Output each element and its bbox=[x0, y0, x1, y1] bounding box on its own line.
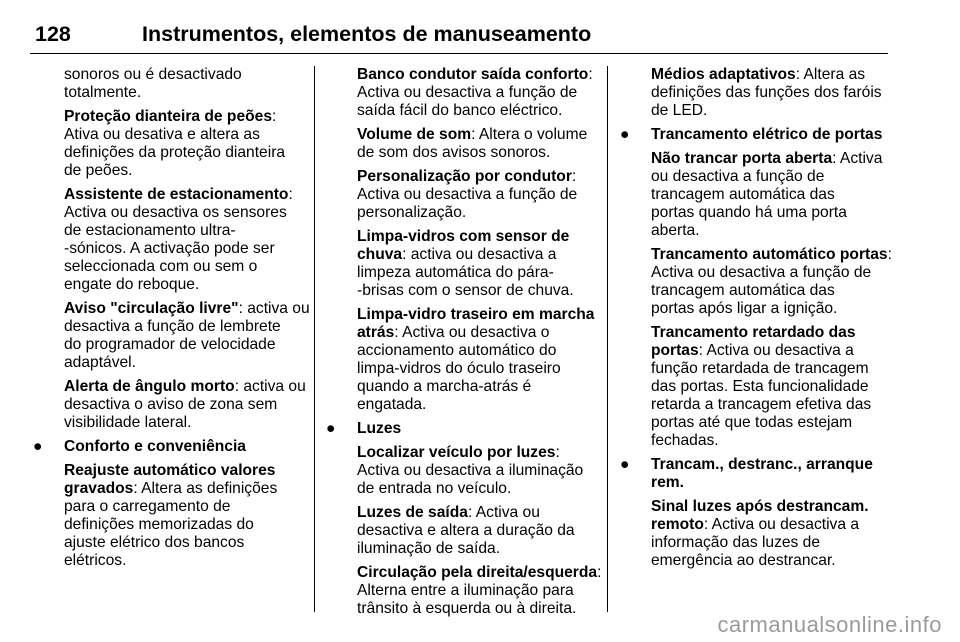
text-line: Ativa ou desativa e altera as bbox=[64, 126, 260, 143]
text-line: Assistente de estacionamento: bbox=[64, 186, 293, 203]
text-line: chuva: activa ou desactiva a bbox=[357, 246, 557, 263]
text-line: Localizar veículo por luzes: bbox=[357, 444, 560, 461]
text-line: Alterna entre a iluminação para bbox=[357, 582, 574, 599]
text-line: Activa ou desactiva os sensores bbox=[64, 204, 287, 221]
bullet-item bbox=[620, 126, 892, 144]
text-line: Sinal luzes após destrancam. bbox=[651, 498, 869, 515]
text-line: de estacionamento ultra- bbox=[64, 222, 236, 239]
text-line: saída fácil do banco eléctrico. bbox=[357, 102, 563, 119]
bullet-dot: ● bbox=[326, 420, 336, 437]
text-line: Trancam., destranc., arranque bbox=[651, 456, 873, 473]
bullet-item bbox=[620, 456, 892, 492]
text-line: Luzes de saída: Activa ou bbox=[357, 504, 540, 521]
column-divider-1 bbox=[314, 66, 315, 612]
text-line: Limpa-vidro traseiro em marcha bbox=[357, 306, 595, 323]
text-line: sonoros ou é desactivado bbox=[64, 66, 242, 83]
text-line: Aviso "circulação livre": activa ou bbox=[64, 300, 310, 317]
text-line: portas: Activa ou desactiva a bbox=[651, 342, 854, 359]
text-line: fechadas. bbox=[651, 432, 719, 449]
text-line: de entrada no veículo. bbox=[357, 480, 512, 497]
text-line: aberta. bbox=[651, 222, 700, 239]
text-line: Volume de som: Altera o volume bbox=[357, 126, 588, 143]
text-line: portas quando há uma porta bbox=[651, 204, 847, 221]
text-column-1 bbox=[33, 66, 310, 576]
text-line: adaptável. bbox=[64, 354, 136, 371]
text-line: Limpa-vidros com sensor de bbox=[357, 228, 570, 245]
text-line: -sónicos. A activação pode ser bbox=[64, 240, 275, 257]
paragraph bbox=[651, 66, 892, 120]
text-line: visibilidade lateral. bbox=[64, 414, 192, 431]
text-line: trancagem automática das bbox=[651, 186, 835, 203]
paragraph bbox=[64, 300, 310, 372]
text-line: Circulação pela direita/esquerda: bbox=[357, 564, 602, 581]
paragraph bbox=[357, 444, 601, 498]
text-line: Luzes bbox=[357, 420, 402, 437]
text-line: atrás: Activa ou desactiva o bbox=[357, 324, 550, 341]
watermark: carmanualsonline.info bbox=[717, 612, 942, 637]
text-line: engatada. bbox=[357, 396, 427, 413]
text-line: personalização. bbox=[357, 204, 467, 221]
text-line: Activa ou desactiva a função de bbox=[357, 186, 578, 203]
text-line: engate do reboque. bbox=[64, 276, 200, 293]
text-line: totalmente. bbox=[64, 84, 142, 101]
paragraph bbox=[64, 186, 310, 294]
paragraph bbox=[651, 324, 892, 450]
text-line: remoto: Activa ou desactiva a bbox=[651, 516, 860, 533]
text-line: de som dos avisos sonoros. bbox=[357, 144, 551, 161]
text-line: Activa ou desactiva a função de bbox=[357, 84, 578, 101]
column-divider-2 bbox=[607, 66, 608, 612]
text-line: iluminação de saída. bbox=[357, 540, 501, 557]
text-line: quando a marcha-atrás é bbox=[357, 378, 532, 395]
text-line: Activa ou desactiva a função de bbox=[651, 264, 872, 281]
text-line: de LED. bbox=[651, 102, 708, 119]
text-line: ou desactiva a função de bbox=[651, 168, 825, 185]
paragraph bbox=[357, 228, 601, 300]
paragraph bbox=[357, 306, 601, 414]
text-line: emergência ao destrancar. bbox=[651, 552, 836, 569]
text-line: seleccionada com ou sem o bbox=[64, 258, 258, 275]
bullet-dot: ● bbox=[620, 456, 630, 473]
paragraph bbox=[651, 246, 892, 318]
chapter-title: Instrumentos, elementos de manuseamento bbox=[142, 22, 592, 46]
paragraph bbox=[357, 168, 601, 222]
text-line: das portas. Esta funcionalidade bbox=[651, 378, 869, 395]
paragraph bbox=[64, 108, 310, 180]
header-rule bbox=[30, 53, 888, 54]
text-line: para o carregamento de bbox=[64, 498, 231, 515]
text-line: Proteção dianteira de peões: bbox=[64, 108, 277, 125]
text-column-3 bbox=[620, 66, 892, 576]
text-line: Trancamento automático portas: bbox=[651, 246, 892, 263]
text-line: retarda a trancagem efetiva das bbox=[651, 396, 872, 413]
text-line: portas após ligar a ignição. bbox=[651, 300, 838, 317]
text-line: Reajuste automático valores bbox=[64, 462, 276, 479]
text-line: elétricos. bbox=[64, 552, 127, 569]
paragraph bbox=[651, 150, 892, 240]
page-number: 128 bbox=[35, 22, 71, 46]
paragraph bbox=[357, 66, 601, 120]
text-line: Trancamento elétrico de portas bbox=[651, 126, 883, 143]
text-line: função retardada de trancagem bbox=[651, 360, 869, 377]
text-line: desactiva e altera a duração da bbox=[357, 522, 575, 539]
text-line: definições da proteção dianteira bbox=[64, 144, 286, 161]
paragraph bbox=[357, 564, 601, 618]
paragraph bbox=[357, 504, 601, 558]
text-line: de peões. bbox=[64, 162, 133, 179]
text-line: limpa-vidros do óculo traseiro bbox=[357, 360, 561, 377]
text-line: do programador de velocidade bbox=[64, 336, 276, 353]
text-line: informação das luzes de bbox=[651, 534, 821, 551]
text-line: Conforto e conveniência bbox=[64, 438, 246, 455]
text-column-2 bbox=[326, 66, 602, 624]
text-line: accionamento automático do bbox=[357, 342, 557, 359]
text-line: Médios adaptativos: Altera as bbox=[651, 66, 866, 83]
paragraph bbox=[651, 498, 892, 570]
text-line: Não trancar porta aberta: Activa bbox=[651, 150, 883, 167]
text-line: definições das funções dos faróis bbox=[651, 84, 882, 101]
text-line: desactiva a função de lembrete bbox=[64, 318, 281, 335]
text-line: Banco condutor saída conforto: bbox=[357, 66, 593, 83]
paragraph bbox=[64, 462, 310, 570]
bullet-dot: ● bbox=[33, 438, 43, 455]
page-header bbox=[30, 22, 890, 50]
text-line: definições memorizadas do bbox=[64, 516, 254, 533]
text-line: rem. bbox=[651, 474, 684, 491]
paragraph bbox=[357, 126, 601, 162]
text-line: Alerta de ângulo morto: activa ou bbox=[64, 378, 306, 395]
text-line: portas até que todas estejam bbox=[651, 414, 853, 431]
text-line: limpeza automática do pára- bbox=[357, 264, 554, 281]
text-line: ajuste elétrico dos bancos bbox=[64, 534, 245, 551]
bullet-item bbox=[326, 420, 601, 438]
paragraph bbox=[64, 66, 310, 102]
bullet-item bbox=[33, 438, 310, 456]
text-line: -brisas com o sensor de chuva. bbox=[357, 282, 574, 299]
text-line: Activa ou desactiva a iluminação bbox=[357, 462, 584, 479]
text-line: desactiva o aviso de zona sem bbox=[64, 396, 278, 413]
bullet-dot: ● bbox=[620, 126, 630, 143]
paragraph bbox=[64, 378, 310, 432]
text-line: trânsito à esquerda ou à direita. bbox=[357, 600, 577, 617]
text-line: gravados: Altera as definições bbox=[64, 480, 278, 497]
text-line: Personalização por condutor: bbox=[357, 168, 577, 185]
text-line: trancagem automática das bbox=[651, 282, 835, 299]
text-line: Trancamento retardado das bbox=[651, 324, 856, 341]
